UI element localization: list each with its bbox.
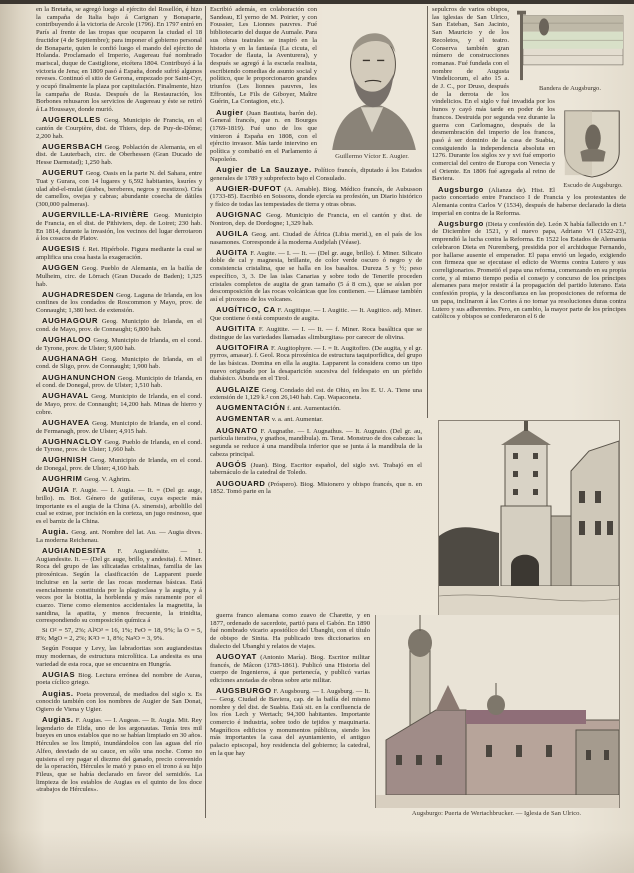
- entry-headword: AUGHANUNCHON: [42, 372, 116, 382]
- entry-headword: AUGITITA: [216, 323, 257, 333]
- entry-headword: AUGESIS: [42, 244, 81, 254]
- entry-definition: Político francés, diputado á los Estados generales de 1789 y subprefecto bajo el Consulado.: [210, 166, 422, 182]
- entry-headword: AUGHAGOUR: [42, 316, 99, 326]
- shield-caption: Escudo de Augsburgo.: [563, 182, 623, 190]
- entry-headword: AUGHRIM: [42, 474, 83, 484]
- flag-of-augsburg-image: [514, 6, 626, 82]
- entry-definition: Biog. Lectura errónea del nombre de Auras, poeta cíclico griego.: [36, 671, 202, 687]
- entry-definition: F. Augitite. — I. — It. — f. Miner. Roca basáltica que se distingue de las variedades llamadas «limburgitas» por carecer de olivina.: [210, 325, 422, 341]
- entry-headword: AUGHAVEA: [42, 417, 90, 427]
- entry-definition: Geog. Municipio de Irlanda, en el cond. de Fermanagh, prov. de Ulster; 4,915 hab.: [36, 419, 202, 435]
- dictionary-entry: [432, 186, 626, 218]
- illustration-wertachbrucker-gate: [438, 420, 620, 617]
- entry-definition: Geog. V. Aghrim.: [84, 476, 131, 484]
- entry-definition: F. Augsbourg. — I. Augsburg. — It. — Geog. Ciudad de Baviera, cap. de la bailía del mismo nombre y del dist. de Suabia. Está sit. en la confluencia de los ríos Lech y Wertach; 94,300 habitantes. Importante comercio é industria, sobre todo de tejidos y maquinaria. Magníficos edificios y monumentos públicos, siendo los más importantes la casa del ayuntamiento, el antiguo palacio episcopal, hoy residencia del gobierno; la catedral, en la que hay: [210, 688, 370, 757]
- entry-headword: Augier: [216, 107, 244, 117]
- entry-headword: AUGOYAT: [216, 651, 257, 661]
- dictionary-entry: [210, 461, 422, 477]
- scan-bottom-shadow: [0, 830, 634, 873]
- entry-definition: Geog. Municipio de Francia, en el cantón de Courpière, dist. de Thiers, dep. de Puy-de-Dôme; 2,200 hab.: [36, 117, 202, 140]
- entry-definition: (Juan Bautista, barón de). General francés, que n. en Bourges (1769-1819). Fué uno de los que vinieron á España en 1808, con el ejército invasor. Más tarde intervino en política y combatió en el Parlamento á Napoleón.: [210, 109, 317, 163]
- dictionary-entry: [210, 480, 422, 496]
- entry-headword: AUGIGNAC: [216, 210, 263, 220]
- entry-headword: AUGÍTICO, CA: [216, 305, 276, 315]
- entry-definition: Según Fouque y Levy, las labradoritas son augiandesitas muy modernas, de estructura microlítica. La andesita es una variedad de esta roca, que se encuentra en Hungría.: [36, 645, 202, 668]
- dictionary-entry: [36, 716, 202, 794]
- entry-definition: F. Augiandésite. — I. Augiandesite. It. — (Del gr. auge, brillo, y andesita). f. Miner. Roca del grupo de las silicatadas cristalinas, familia de las piroxénicas. Según la clasificación de Lapparent puede incluirse en la serie de las rocas modernas básicas. Está esencialmente constituida por la plagioclasa y la augita, y á veces por la biotita, la horblenda y más raramente por el cuarzo. Tiene como elementos accidentales la magnetita, la sanidina, la apatita, y menos frecuente, la trinidita, correspondiendo su composición química á: [36, 548, 202, 625]
- entry-definition: Geog. Municipio de Irlanda, en el cond. de Mayo, prov. de Connaught; 6,800 hab.: [36, 318, 202, 333]
- entry-definition: Geog. Oasis en la parte N. del Sahara, entre Tuat y Gurara, con 14 lugares y 6,592 habitantes, ksuríes y ulad abd-el-mulat (árabes, bereberes, negros y mestizos). Cría de camellos, ovejas y cabras; abundante cosecha de dátiles (300,000 palmeras).: [36, 170, 202, 209]
- dictionary-entry: [36, 317, 202, 333]
- entry-definition: guerra franco alemana como zuavo de Charette, y en 1877, ordenado de sacerdote, partió para el Gabón. En 1890 fué nombrado vicario apostólico del Ubanghi, con el título de obispo de Sinita. Ha publicado tres diccionarios en dialecto del Ubanghi y relatos de viajes.: [210, 612, 370, 650]
- entry-definition: F. Augitique. — I. Augitic. — It. Augitico. adj. Miner. Que contiene ó está compuesto de augita.: [210, 307, 422, 322]
- dictionary-entry: [36, 245, 202, 261]
- entry-headword: AUGMENTACIÓN: [216, 403, 286, 413]
- dictionary-entry: [210, 386, 422, 402]
- dictionary-entry: [210, 612, 370, 651]
- dictionary-entry: [210, 653, 370, 685]
- entry-headword: Augias.: [42, 715, 74, 725]
- entry-definition: (Alianza de). Hist. El pacto concertado entre Francisco I de Francia y los protestantes de Alemania contra Carlos V (1534), después de haberse declarado la dieta imperial en contra de la Reforma.: [432, 186, 626, 217]
- dictionary-entry: [210, 249, 422, 304]
- church-image: [376, 615, 619, 808]
- entry-headword: AUGITOFIRA: [216, 342, 270, 352]
- entry-definition: F. Augite. — I. — It. — (Del gr. auge, brillo). f. Miner. Silicato doble de cal y magnesia, brillante, de color verde oscuro ó negro y de consistencia cristalina, que se halla en los basaltos. Dureza 5 y ½; peso específico, 3, 3. De las islas Canarias y sobre todo de Tenerife proceden cristales completos de augita de gran tamaño (5 á 8 cm.), que se aíslan por descomposición de las rocas volcánicas que los contienen. — Llámase también así el piroxeno de los volcanes.: [210, 249, 422, 303]
- dictionary-entry: [36, 291, 202, 315]
- shield-figure: [560, 109, 626, 189]
- entry-headword: AUGOUARD: [216, 478, 266, 488]
- gate-tower-image: [439, 421, 619, 616]
- dictionary-entry: [36, 475, 202, 484]
- entry-definition: F. Augias. — I. Augeas. — It. Augia. Mit. Rey legendario de Elida, uno de los argonautas. Tenía tres mil bueyes en unos establos que no se habían limpiado en 30 años. Hércules se los limpió, inundándolos con las aguas del río Alfeo, desviado de su cauce, en sólo una noche. Como no quisiera el rey pagar el diezmo del ganado, precio convenido de la operación, Hércules le mató y puso en el trono á su hijo Fileus, que se había declarado en favor del semidiós. La limpieza de los establos de Augias es el quinto de los doce «trabajos de Hércules».: [36, 717, 202, 794]
- column-2-lower: [210, 612, 370, 818]
- entry-headword: Augias.: [42, 688, 74, 698]
- entry-definition: Geog. ant. Ciudad de África (Libia merid.), en el país de los nasamones. Corresponde á la moderna Audjelah (Véase).: [210, 230, 422, 246]
- entry-definition: f. ant. Aumentación.: [287, 405, 341, 413]
- entry-definition: Geog. Población de Alemania, en el dist. de Lauterbach, circ. de Oberhessen (Gran Ducado de Hesse Darmstad); 1,250 hab.: [36, 143, 202, 167]
- entry-headword: Augsburgo: [438, 218, 484, 228]
- continuation-text: sepulcros de varios obispos, las iglesias de San Ulrico, San Esteban, San Jacinto, San Mauricio y de los Recoletos, y el teatro. Conserva también gran número de construcciones romanas. Fué fundada con el nombre de Augusta Vindelicorum, el año 15 a. de J. C., por Druso, después de la derrota de los vindelicios. En el siglo v fué invadida por los hunos y cayó más tarde en poder de los francos. Destruida por segunda vez durante la guerra con Carlomagno, después de la desmembración del imperio de los francos, pasó á ser dominio de la casa de Suabia, consiguiendo la independencia absoluta en 1276. Durante los siglos xv y xvi fué emporio comercial del centro de Europa con Venecia y el Oriente. En 1806 fué agregada al reino de Baviera.: [432, 6, 555, 183]
- entry-definition: (Antonio María). Biog. Escritor militar francés, de Mâcon (1783-1861). Publicó una Historia del cuerpo de Ingenieros, á que pertenecía, y publicó varias ediciones anotadas de obras sobre arte militar.: [210, 653, 370, 685]
- entry-definition: Geog. Condado del est. de Ohio, en los E. U. A. Tiene una extensión de 1,129 k.² con 26,140 hab. Cap. Wapaconeta.: [210, 386, 422, 402]
- column-3: [432, 6, 626, 414]
- dictionary-entry: [36, 264, 202, 288]
- dictionary-entry: [210, 230, 422, 246]
- entry-headword: AUGHNACLOY: [42, 436, 103, 446]
- dictionary-entry: [36, 336, 202, 352]
- dictionary-entry: [210, 166, 422, 182]
- dictionary-entry: [210, 344, 422, 384]
- entry-definition: f. Ret. Hipérbole. Figura mediante la cual se amplifica una cosa hasta la exageración.: [36, 246, 202, 262]
- entry-definition: (Juan). Biog. Escritor español, del siglo xvi. Trabajó en el tabernáculo de la catedral de Toledo.: [210, 461, 422, 477]
- entry-definition: Geog. Municipio de Irlanda, en el cond. de Sligo, prov. de Connaught; 1,900 hab.: [36, 355, 202, 371]
- column-divider: [205, 6, 206, 818]
- dictionary-entry: [36, 486, 202, 526]
- column-2: [210, 6, 422, 612]
- column-1: [36, 6, 202, 818]
- entry-headword: AUGERSBACH: [42, 141, 103, 151]
- flag-caption: Bandera de Augsburgo.: [539, 84, 601, 92]
- entry-headword: AUGÓS: [216, 459, 247, 469]
- entry-headword: AUGHAVAL: [42, 391, 89, 401]
- entry-definition: Geog. Municipio de Irlanda, en el cond. de Tyrone, prov. de Ulster; 9,600 hab.: [36, 336, 202, 352]
- entry-headword: AUGNATO: [216, 425, 258, 435]
- dictionary-entry: [36, 374, 202, 390]
- entry-headword: AUGERUT: [42, 168, 84, 178]
- entry-definition: Geog. ant. Nombre del lat. Au. — Augia dives. La moderna Reichenau.: [36, 529, 202, 544]
- entry-headword: AUGITA: [216, 247, 249, 257]
- illustration-caption: Augsburgo: Puerta de Wertachbrucker. — Iglesia de San Ulrico.: [411, 810, 582, 817]
- dictionary-entry: [36, 690, 202, 714]
- dictionary-entry: [36, 116, 202, 140]
- dictionary-entry: [36, 143, 202, 167]
- dictionary-entry: [36, 355, 202, 371]
- dictionary-entry: [36, 392, 202, 416]
- entry-definition: Geog. Municipio de Irlanda, en el cond. de Donegal, prov. de Ulster; 4,160 hab.: [36, 457, 202, 473]
- entry-headword: AUGHADRESDEN: [42, 289, 115, 299]
- entry-headword: AUGSBURGO: [216, 686, 272, 696]
- entry-headword: AUGERVILLE-LA-RIVIÈRE: [42, 210, 149, 220]
- dictionary-entry: [36, 211, 202, 243]
- dictionary-entry: [210, 404, 422, 413]
- entry-definition: F. Augie. — I. Augia. — It. = (Del gr. auge, brillo). m. Bot. Género de gutíferas, cuya especie más importante es el augia de la China (A. sinensis), arbolillo del cual se extrae, por incisión en la corteza, un jugo resinoso, que es el barniz de la China.: [36, 487, 202, 526]
- scan-top-edge: [0, 0, 634, 4]
- entry-definition: (Dieta y confesión de). León X había fallecido en 1.º de Diciembre de 1521, y el nuevo papa, Adriano VI (1522-23), emprendió la lucha contra la Reforma. En 1522 los Estados de Alemania celebraron Dieta en Nuremberg, presidida por el archiduque Fernando, por hallarse ausente el emperador. El papa envió un legado, exigiendo con firmeza que se ejecutase el edicto de Worms contra Lutero y sus correligionarios. Prometió el papa una reforma, comenzando en su propia corte, y al mismo tiempo pedía el consejo y concurso de los príncipes alemanes para mejor resistir á la propagación del partido luterano. Esta confesión propia, y la desconfianza en las proposiciones de reforma de un papa, inclinaron á las Cortes á no tomar ya resoluciones duras contra Lutero y sus adherentes. Pero, en cambio, la mayor parte de los príncipes católicos y obispos se confederaron el 6 de: [432, 220, 626, 321]
- dictionary-entry: [36, 547, 202, 625]
- entry-definition: Poeta provenzal, de mediados del siglo x. Es conocido también con los nombres de Augier de San Donat, Ogiero de Viena y Ugier.: [36, 690, 202, 713]
- entry-definition: Geog. Municipio de Francia, en el dist. de Pithiviers, dep. de Loiret; 230 hab. En 1814, durante la invasión, los vecinos del lugar derrotaron á los cosacos de Platov.: [36, 212, 202, 243]
- dictionary-entry: [210, 415, 422, 424]
- flag-figure: [514, 6, 626, 92]
- entry-definition: Geog. Municipio de Francia, en el cantón y dist. de Nontron, dep. de Dordogne; 1,329 hab.: [210, 212, 422, 227]
- entry-headword: Augier de La Sauzaye.: [216, 164, 312, 174]
- dictionary-entry: [36, 456, 202, 472]
- entry-headword: Augsburgo: [438, 184, 484, 194]
- entry-definition: (Próspero). Biog. Misionero y obispo francés, que n. en 1852. Tomó parte en la: [210, 480, 422, 496]
- entry-headword: AUGHALOO: [42, 334, 92, 344]
- entry-headword: AUGIA: [42, 485, 70, 495]
- portrait-augier-image: [322, 6, 422, 150]
- entry-headword: AUGIER-DUFOT: [216, 183, 282, 193]
- dictionary-entry: [36, 528, 202, 544]
- entry-headword: AUGHNISH: [42, 455, 88, 465]
- portrait-figure: [322, 6, 422, 160]
- entry-definition: Geog. Pueblo de Irlanda, en el cond. de Tyrone, prov. de Ulster; 1,660 hab.: [36, 438, 202, 454]
- dictionary-entry: [36, 419, 202, 435]
- illustration-san-ulrico-church: [375, 615, 620, 808]
- entry-definition: Geog. Municipio de Irlanda, en el cond. de Donegal, prov. de Ulster; 1,510 hab.: [36, 374, 202, 390]
- entry-headword: AUGEROLLES: [42, 115, 101, 125]
- entry-headword: Augia.: [42, 527, 69, 537]
- dictionary-entry: [36, 169, 202, 209]
- entry-headword: AUGMENTAR: [216, 414, 271, 424]
- entry-headword: AUGIAS: [42, 669, 76, 679]
- entry-definition: v. a. ant. Aumentar.: [271, 416, 323, 424]
- entry-headword: AUGGEN: [42, 263, 79, 273]
- entry-headword: AUGILA: [216, 228, 249, 238]
- dictionary-entry: [432, 220, 626, 321]
- coat-of-arms-image: [560, 109, 624, 179]
- entry-definition: Geog. Pueblo de Alemania, en la bailía de Mulheim, circ. de Lörrach (Gran Ducado de Baden); 1,325 hab.: [36, 265, 202, 288]
- continuation-text: Escribió además, en colaboración con Sandeau, El yerno de M. Poirier, y con Foussier, Les Lionnes pauvres. Fué bibliotecario del duque de Aumale. Para sus obras teatrales se inspiró en la historia y en la fantasía (La cicuta, el Tocador de flauta, la Aventurera), y después se agregó á la escuela realista, escribiendo comedias de asunto social y político, que le proporcionaron grandes triunfos (Les lionnes pauvres, les Effrontés, Le Fils de Giboyer, Maître Guérin, La Contagion, etc.).: [210, 6, 317, 106]
- entry-headword: AUGHANAGH: [42, 353, 98, 363]
- column-divider: [427, 6, 428, 418]
- dictionary-entry: [210, 325, 422, 341]
- dictionary-entry: [210, 211, 422, 227]
- entry-headword: AUGLAIZE: [216, 384, 260, 394]
- portrait-caption: Guillermo Víctor E. Augier.: [335, 152, 409, 160]
- dictionary-entry: [210, 306, 422, 322]
- dictionary-entry: [36, 645, 202, 668]
- entry-definition: F. Augitophyre. — I. = It. Augitofiro. (De augita, y el gr. pyrros, amasar). f. Geol. Roca piroxénica de estructura taquiporfídica, del grupo de las básicas. Domina en ella la augita. Lapparent la considera como un tipo nuevo originado por la desaparición sucesiva del feldespato en un pórfido diabásico. Abunda en el Tirol.: [210, 344, 422, 383]
- dictionary-entry: [36, 671, 202, 687]
- entry-definition: Geog. Laguna de Irlanda, en los confines de los condados de Roscommon y Mayo, prov. de Connaught; 1,380 hect. de extensión.: [36, 291, 202, 315]
- dictionary-entry: [36, 438, 202, 454]
- entry-definition: (A. Amable). Biog. Médico francés, de Aubusson (1733-85). Escribió en Soissons, donde ejercía su profesión, un Diario histórico y físico de todas las tempestades de tierra y otras obras.: [210, 185, 422, 209]
- entry-definition: Geog. Municipio de Irlanda, en el cond. de Mayo, prov. de Connaught; 14,200 hab. Minas de hierro y cobre.: [36, 393, 202, 416]
- entry-headword: AUGIANDESITA: [42, 546, 107, 556]
- dictionary-entry: [36, 627, 202, 642]
- entry-definition: F. Augnathe. — I. Augnathus. — It. Augnato. (Del gr. au, partícula iterativa, y gnathos, mandíbula). m. Terat. Monstruo de dos cabezas: la segunda se reduce á una mandíbula inferior que se junta á la mandíbula de la cabeza principal.: [210, 427, 422, 458]
- dictionary-entry: [210, 185, 422, 209]
- dictionary-entry: [210, 687, 370, 757]
- dictionary-entry: [210, 427, 422, 459]
- continuation-text: en la Bretaña, se agregó luego al ejército del Rosellón, é hizo la campaña de Italia bajo á Carignan y Bonaparte, contribuyendo á la victoria de Arcole (1796). En 1797 entró en París al frente de las tropas que ocuparon la ciudad el 18 fructidor (4 de Septiembre); para imponer el gobierno personal de Bonaparte, quien le confió luego el mando del ejército de Holanda. Proclamado el Imperio, Augereau fué nombrado mariscal, duque de Castiglione, etcétera 1804. Contribuyó á la victoria de Jena; en 1809 pasó á España, donde sufrió algunos reveses. Continuó el sitio de Gerona, empezado por Saint-Cyr, y ocupó finalmente la plaza por capitulación. Finalmente, hizo la campaña de Rusia. Después de la Restauración, los Borbones rehusaron los servicios de Augereau y éste se retiró á La Houssaye, donde murió.: [36, 6, 202, 114]
- entry-definition: Si O² = 57, 2%; Al²O³ = 16, 1%; FeO = 18, 9%; la O = 5, 8%; MgO = 2, 2%; K²O = 1, 8%; Na²O = 3, 9%.: [36, 627, 202, 643]
